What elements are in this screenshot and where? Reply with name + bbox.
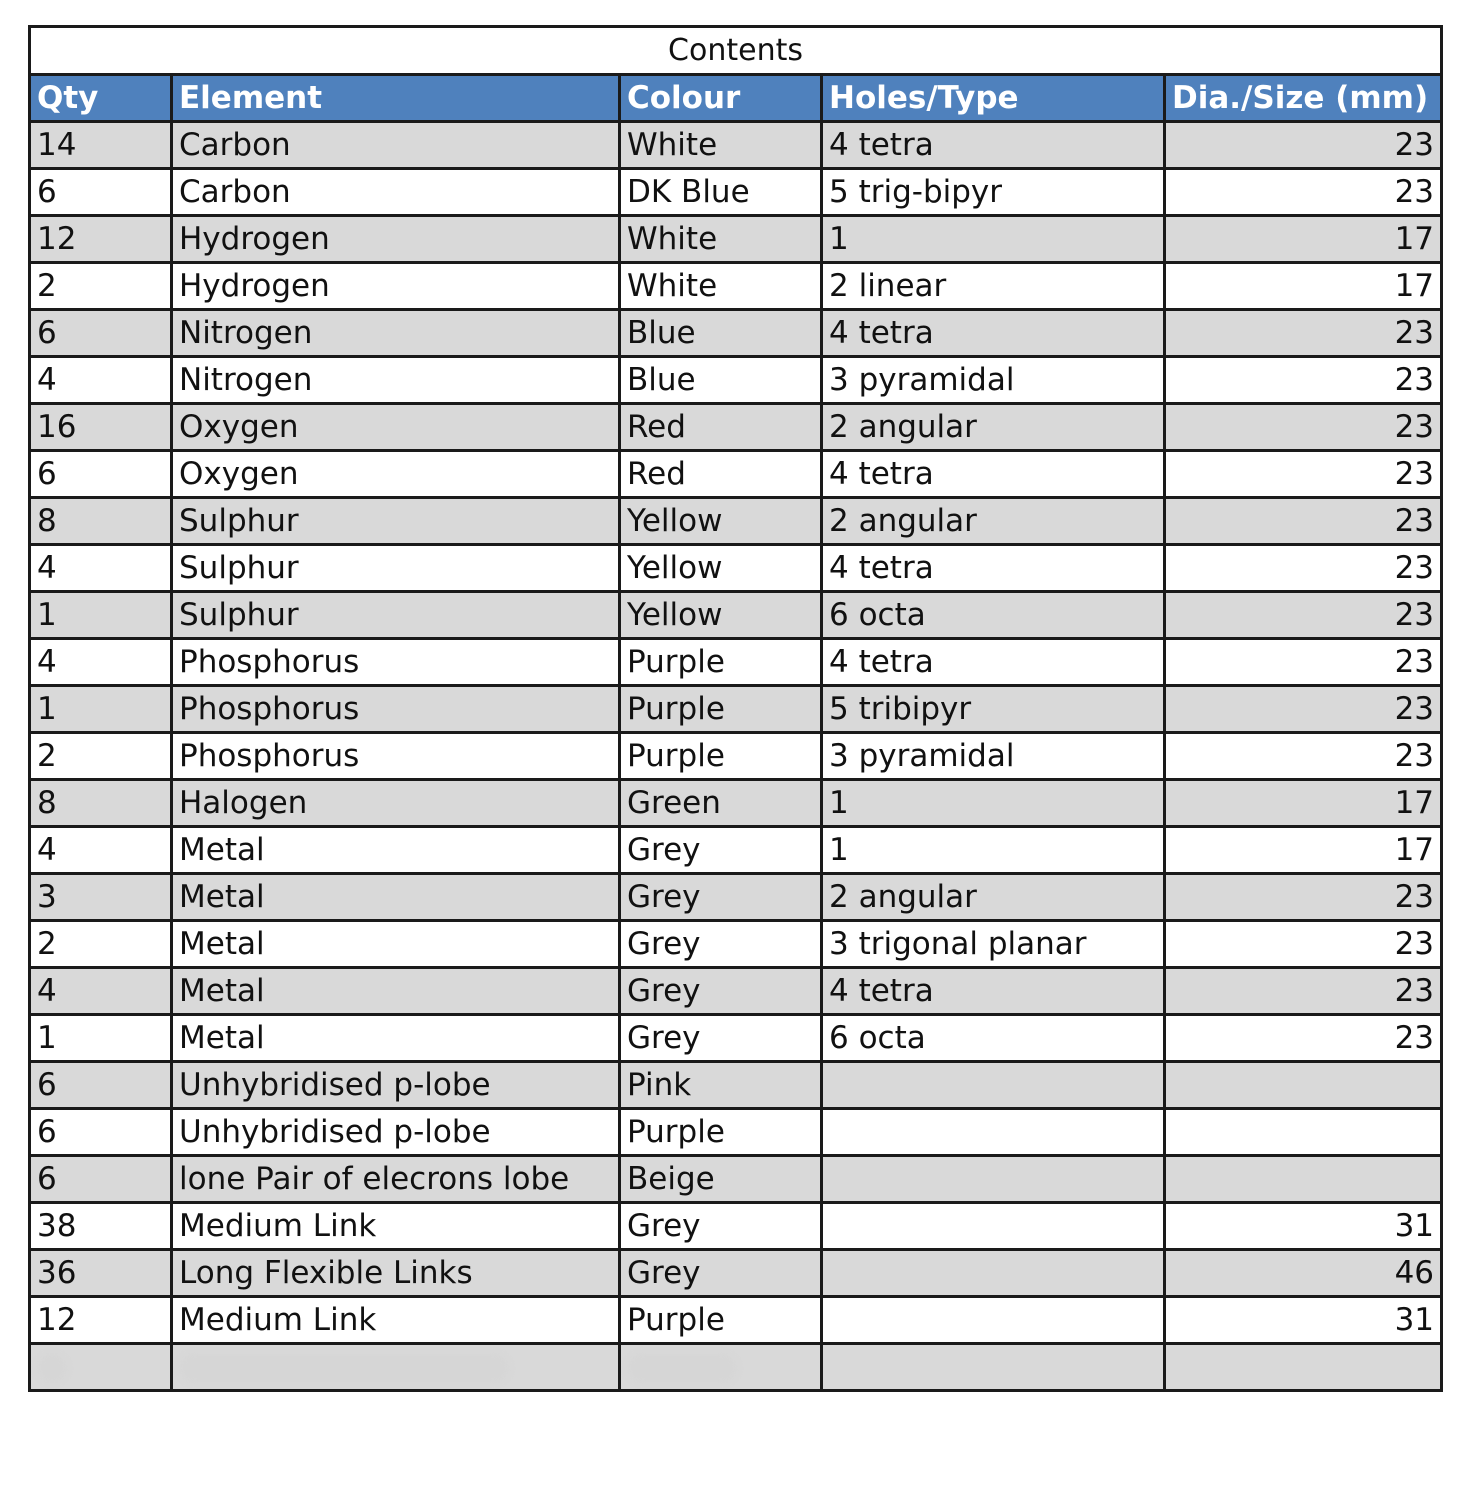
cell-element: Hydrogen [172,263,620,310]
cell-holes-type: 2 angular [822,404,1165,451]
cell-holes-type: 1 [822,780,1165,827]
cell-colour: Grey [620,874,822,921]
cell-colour: Purple [620,686,822,733]
cell-size: 23 [1165,968,1442,1015]
cell-holes-type: 4 tetra [822,122,1165,169]
cell-element: Metal [172,827,620,874]
header-size: Dia./Size (mm) [1165,75,1442,122]
cell-element: Hydrogen [172,216,620,263]
cell-size: 17 [1165,827,1442,874]
cell-holes-type: 2 angular [822,498,1165,545]
cell-qty: 6 [30,169,172,216]
cell-qty: 1 [30,592,172,639]
cell-qty: 2 [30,921,172,968]
cell-colour: Blue [620,310,822,357]
cell-size: 23 [1165,122,1442,169]
cell-colour: Blue [620,357,822,404]
table-row [30,592,1442,639]
cell-size: 46 [1165,1250,1442,1297]
cell-qty: 6 [30,1156,172,1203]
cell-element: Medium Link [172,1203,620,1250]
cell-element: Nitrogen [172,357,620,404]
cell-qty: 4 [30,827,172,874]
cell-qty: 4 [30,357,172,404]
cell-size [1165,1062,1442,1109]
cell-colour: White [620,263,822,310]
cell-qty: 12 [30,216,172,263]
cell-colour: White [620,216,822,263]
cell-holes-type: 5 trig-bipyr [822,169,1165,216]
cell-qty: 12 [30,1297,172,1344]
cell-colour: Purple [620,1297,822,1344]
cell-element: Nitrogen [172,310,620,357]
header-element: Element [172,75,620,122]
contents-table-container [28,25,1440,1392]
obscured-cell [1165,1344,1442,1391]
cell-colour: Beige [620,1156,822,1203]
table-row [30,686,1442,733]
table-row [30,1203,1442,1250]
cell-colour: Yellow [620,545,822,592]
cell-qty: 8 [30,780,172,827]
cell-holes-type: 2 angular [822,874,1165,921]
table-row [30,1062,1442,1109]
cell-holes-type: 6 octa [822,1015,1165,1062]
table-row [30,1156,1442,1203]
cell-colour: Pink [620,1062,822,1109]
cell-element: Long Flexible Links [172,1250,620,1297]
table-row [30,122,1442,169]
table-row [30,545,1442,592]
cell-qty: 4 [30,639,172,686]
obscured-cell [30,1344,172,1391]
cell-element: Metal [172,1015,620,1062]
cell-element: Medium Link [172,1297,620,1344]
cell-size: 23 [1165,357,1442,404]
cell-qty: 6 [30,451,172,498]
table-row [30,451,1442,498]
cell-size: 23 [1165,639,1442,686]
cell-size: 31 [1165,1203,1442,1250]
cell-qty: 1 [30,1015,172,1062]
cell-size: 23 [1165,404,1442,451]
cell-qty: 1 [30,686,172,733]
cell-qty: 3 [30,874,172,921]
cell-element: Metal [172,874,620,921]
cell-colour: Grey [620,827,822,874]
table-row [30,1297,1442,1344]
cell-size: 23 [1165,310,1442,357]
cell-element: Carbon [172,122,620,169]
cell-holes-type [822,1062,1165,1109]
obscured-cell [620,1344,822,1391]
cell-element: Sulphur [172,498,620,545]
cell-holes-type: 4 tetra [822,639,1165,686]
cell-qty: 4 [30,545,172,592]
cell-colour: Grey [620,1015,822,1062]
cell-element: Unhybridised p-lobe [172,1109,620,1156]
cell-element: Oxygen [172,451,620,498]
cell-element: Oxygen [172,404,620,451]
table-row [30,263,1442,310]
cell-size: 23 [1165,921,1442,968]
cell-holes-type: 4 tetra [822,968,1165,1015]
cell-size: 23 [1165,686,1442,733]
table-row [30,1250,1442,1297]
table-row [30,827,1442,874]
cell-size: 23 [1165,545,1442,592]
cell-colour: Grey [620,1250,822,1297]
cell-colour: Red [620,404,822,451]
cell-colour: Red [620,451,822,498]
cell-qty: 6 [30,1062,172,1109]
cell-holes-type: 3 pyramidal [822,733,1165,780]
cell-qty: 16 [30,404,172,451]
cell-colour: Yellow [620,498,822,545]
cell-colour: Purple [620,639,822,686]
table-row [30,310,1442,357]
cell-holes-type [822,1250,1165,1297]
cell-element: lone Pair of elecrons lobe [172,1156,620,1203]
table-row [30,216,1442,263]
cell-element: Unhybridised p-lobe [172,1062,620,1109]
cell-size: 17 [1165,780,1442,827]
cell-qty: 36 [30,1250,172,1297]
redaction-blur [627,1353,737,1383]
cell-qty: 4 [30,968,172,1015]
cell-holes-type [822,1203,1165,1250]
table-row [30,733,1442,780]
cell-element: Metal [172,968,620,1015]
cell-colour: Grey [620,1203,822,1250]
cell-holes-type: 6 octa [822,592,1165,639]
cell-holes-type: 1 [822,216,1165,263]
cell-colour: Purple [620,733,822,780]
cell-element: Phosphorus [172,733,620,780]
header-colour: Colour [620,75,822,122]
cell-holes-type [822,1156,1165,1203]
table-row [30,1109,1442,1156]
cell-element: Sulphur [172,545,620,592]
obscured-cell [822,1344,1165,1391]
cell-size: 23 [1165,498,1442,545]
cell-holes-type: 2 linear [822,263,1165,310]
table-row [30,639,1442,686]
cell-colour: Purple [620,1109,822,1156]
cell-colour: Yellow [620,592,822,639]
cell-qty: 2 [30,263,172,310]
cell-size: 23 [1165,1015,1442,1062]
cell-element: Sulphur [172,592,620,639]
table-row [30,357,1442,404]
cell-colour: Grey [620,968,822,1015]
cell-qty: 6 [30,310,172,357]
cell-element: Phosphorus [172,686,620,733]
cell-qty: 8 [30,498,172,545]
table-row [30,169,1442,216]
cell-size: 23 [1165,592,1442,639]
cell-size: 23 [1165,874,1442,921]
cell-size [1165,1156,1442,1203]
cell-element: Metal [172,921,620,968]
redaction-blur [37,1353,67,1383]
cell-element: Phosphorus [172,639,620,686]
cell-holes-type: 4 tetra [822,545,1165,592]
cell-holes-type: 1 [822,827,1165,874]
cell-qty: 14 [30,122,172,169]
cell-holes-type: 4 tetra [822,451,1165,498]
cell-holes-type: 5 tribipyr [822,686,1165,733]
obscured-cell [172,1344,620,1391]
cell-element: Halogen [172,780,620,827]
cell-qty: 38 [30,1203,172,1250]
cell-element: Carbon [172,169,620,216]
cell-colour: Grey [620,921,822,968]
table-row [30,404,1442,451]
table-row [30,921,1442,968]
cell-size [1165,1109,1442,1156]
cell-holes-type [822,1109,1165,1156]
table-row [30,498,1442,545]
table-row [30,968,1442,1015]
cell-holes-type: 3 trigonal planar [822,921,1165,968]
header-qty: Qty [30,75,172,122]
cell-colour: DK Blue [620,169,822,216]
cell-holes-type [822,1297,1165,1344]
cell-holes-type: 4 tetra [822,310,1165,357]
table-row [30,780,1442,827]
table-title: Contents [30,27,1442,75]
redaction-blur [179,1353,509,1383]
cell-size: 17 [1165,263,1442,310]
obscured-row [30,1344,1442,1391]
table-row [30,1015,1442,1062]
cell-holes-type: 3 pyramidal [822,357,1165,404]
cell-qty: 2 [30,733,172,780]
cell-size: 31 [1165,1297,1442,1344]
table-header-row [30,75,1442,122]
cell-colour: Green [620,780,822,827]
contents-table [28,25,1443,1392]
cell-size: 23 [1165,733,1442,780]
table-row [30,874,1442,921]
header-holes-type: Holes/Type [822,75,1165,122]
cell-colour: White [620,122,822,169]
cell-size: 17 [1165,216,1442,263]
cell-qty: 6 [30,1109,172,1156]
cell-size: 23 [1165,451,1442,498]
cell-size: 23 [1165,169,1442,216]
